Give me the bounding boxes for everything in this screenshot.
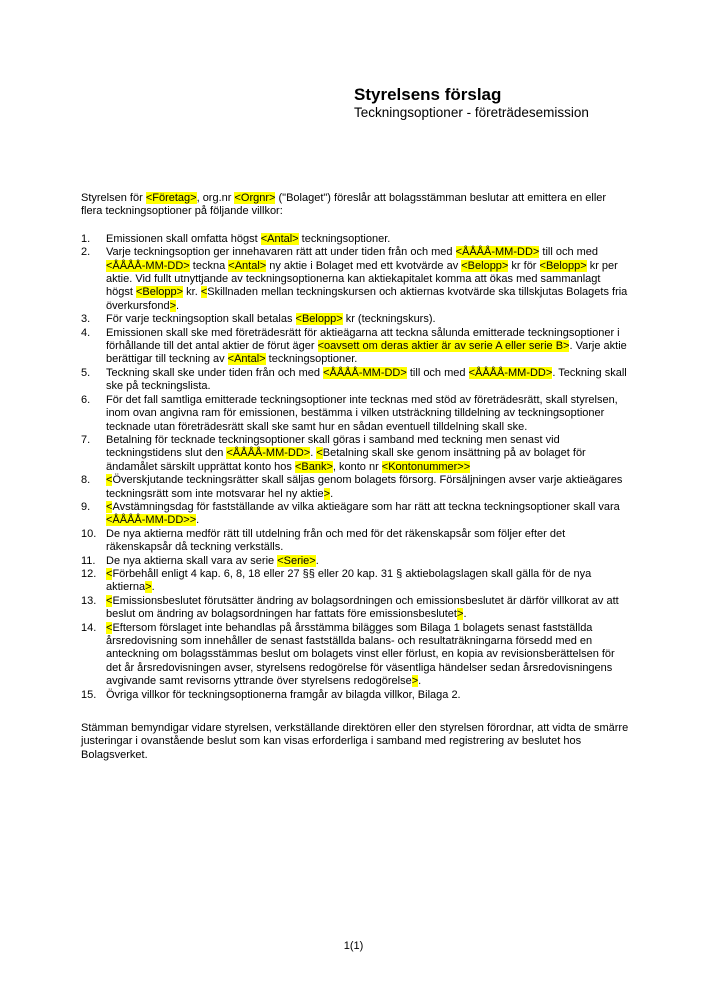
text-run: Avstämningsdag för fastställande av vilka aktieägare som har rätt att teckna teckningsoptioner skall vara	[112, 500, 620, 513]
item-text	[106, 246, 629, 313]
text-run: De nya aktierna skall vara av serie	[106, 554, 278, 567]
item-text	[106, 689, 629, 702]
text-run: teckningsoptioner.	[265, 353, 358, 366]
item-text	[106, 394, 629, 434]
placeholder-field: >	[169, 299, 177, 312]
text-run: Förbehåll enligt 4 kap. 6, 8, 18 eller 27 §§ eller 20 kap. 31 § aktiebolagslagen skall gälla för de nya aktierna	[106, 567, 592, 594]
placeholder-field: <ÅÅÅÅ-MM-DD>	[455, 246, 540, 259]
text-run: Styrelsen för	[81, 192, 146, 204]
text-run: kr per aktie. Vid fullt utnyttjande av teckningsoptionerna kan aktiekapitalet komma att ökas med sammanlagt högst	[106, 259, 618, 299]
text-run: kr (teckningskurs).	[342, 313, 436, 326]
text-run: Emissionen skall omfatta högst	[106, 232, 261, 245]
placeholder-field: <ÅÅÅÅ-MM-DD>	[226, 447, 311, 460]
page-footer	[0, 940, 707, 953]
placeholder-field: <	[106, 474, 113, 487]
item-text	[106, 568, 629, 595]
placeholder-field: <	[106, 500, 113, 513]
list-item	[81, 622, 629, 689]
list-item	[81, 474, 629, 501]
text-run: till och med	[406, 366, 469, 379]
text-run: Emissionsbeslutet förutsätter ändring av bolagsordningen och emissionsbeslutet är därför villkorat av att beslut om ändring av bolagsordningen har fattats före emissionsbeslutet	[106, 594, 619, 621]
text-run: . Varje aktie berättigar till teckning av	[106, 340, 627, 366]
placeholder-field: <Orgnr>	[234, 192, 276, 204]
text-run: Emissionen skall ske med företrädesrätt för aktieägarna att teckna sålunda emitterade teckningsoptioner i förhållande till det antal aktier de förut äger	[106, 326, 620, 353]
item-text	[106, 367, 629, 394]
item-number: 4.	[81, 326, 91, 339]
item-text	[106, 434, 629, 474]
item-number: 3.	[81, 313, 91, 326]
item-number: 13.	[81, 594, 97, 607]
text-run: .	[196, 514, 200, 527]
list-item	[81, 394, 629, 434]
item-text	[106, 528, 629, 555]
text-run: , konto nr	[332, 460, 382, 473]
text-run: Överskjutande teckningsrätter skall säljas genom bolagets försorg. Försäljningen avser varje aktieägares teckningsrätt som inte motsvarar hel ny aktie	[106, 474, 623, 500]
closing-paragraph	[81, 722, 629, 762]
text-run: ("Bolaget") föreslår att bolagsstämman beslutar att emittera en eller flera teckningsoptioner på följande villkor:	[81, 192, 607, 218]
placeholder-field: >	[323, 487, 331, 500]
document-body	[81, 192, 629, 762]
text-run: Skillnaden mellan teckningskursen och aktiernas kvotvärde ska tillskjutas Bolagets fria överkursfond	[106, 286, 628, 312]
list-item	[81, 528, 629, 555]
text-run: Stämman bemyndigar vidare styrelsen, verkställande direktören eller den styrelsen förordnar, att vidta de smärre justeringar i ovanstående beslut som kan visas erforderliga i samband med registrering av beslutet hos Bolagsverket.	[81, 722, 629, 761]
text-run: Övriga villkor för teckningsoptionerna framgår av bilagda villkor, Bilaga 2.	[106, 688, 461, 701]
item-text	[106, 595, 629, 622]
text-run: Betalning skall ske genom insättning på av bolaget för ändamålet särskilt upprättat konto hos	[106, 447, 586, 473]
numbered-list	[81, 233, 629, 702]
item-number: 5.	[81, 366, 91, 379]
placeholder-field: <ÅÅÅÅ-MM-DD>	[323, 366, 407, 379]
text-run: Betalning för tecknade teckningsoptioner skall göras i samband med teckning men senast vid teckningstidens slut den	[106, 433, 560, 460]
text-run: kr.	[183, 286, 201, 299]
text-run: .	[315, 554, 319, 567]
page-number: 1(1)	[343, 940, 364, 952]
list-item	[81, 568, 629, 595]
placeholder-field: <	[106, 621, 113, 634]
item-text	[106, 555, 629, 568]
list-item	[81, 367, 629, 394]
placeholder-field: <Belopp>	[295, 313, 343, 326]
placeholder-field: <Antal>	[228, 259, 267, 272]
placeholder-field: <Belopp>	[135, 286, 184, 299]
text-run: ny aktie i Bolaget med ett kvotvärde av	[266, 259, 462, 272]
text-run: Eftersom förslaget inte behandlas på årsstämma bilägges som Bilaga 1 bolagets senast fastställda årsredovisning som innehåller de senast fastställda balans- och resultaträkningarna försedd med en anteckning om bolagsstämmas beslut om bolagets vinst eller förlust, en kopia av revisionsberättelsen för det år årsredovisningen avser, styrelsens redogörelse för väsentliga händelser sedan årsredovisningens avgivande samt revisorns yttrande över styrelsens redogörelse	[106, 621, 615, 688]
text-run: kr för	[508, 259, 540, 272]
intro-paragraph	[81, 192, 629, 219]
placeholder-field: <Kontonummer>>	[381, 460, 471, 473]
placeholder-field: >	[457, 608, 464, 621]
placeholder-field: <Bank>	[294, 460, 333, 473]
placeholder-field: <	[200, 286, 208, 299]
placeholder-field: <ÅÅÅÅ-MM-DD>>	[106, 514, 197, 527]
placeholder-field: >	[411, 675, 419, 688]
item-number: 11.	[81, 554, 96, 567]
item-number: 8.	[81, 474, 91, 487]
item-number: 15.	[81, 688, 97, 701]
text-run: .	[418, 675, 422, 688]
text-run: .	[310, 447, 317, 460]
text-run: .	[463, 608, 467, 621]
placeholder-field: <	[316, 447, 323, 460]
text-run: För det fall samtliga emitterade teckningsoptioner inte tecknas med stöd av företrädesrätt, skall styrelsen, inom ovan angivna ram för emissionen, bestämma i vilken utsträckning tilldelning av teckningsoptioner tecknade utan företrädesrätt skall ske samt hur en sådan eventuell tilldelning skall ske.	[106, 393, 618, 433]
item-number: 2.	[81, 246, 91, 259]
list-item	[81, 327, 629, 367]
text-run: .	[151, 581, 155, 594]
list-item	[81, 313, 629, 326]
item-text	[106, 327, 629, 367]
list-item	[81, 689, 629, 702]
text-run: För varje teckningsoption skall betalas	[106, 313, 296, 326]
placeholder-field: <	[106, 594, 113, 607]
list-item	[81, 246, 629, 313]
list-item	[81, 555, 629, 568]
text-run: Teckning skall ske under tiden från och med	[106, 366, 324, 379]
item-text	[106, 233, 629, 246]
placeholder-field: <Belopp>	[539, 259, 587, 272]
item-number: 14.	[81, 621, 97, 634]
item-number: 9.	[81, 500, 91, 513]
document-subtitle: Teckningsoptioner - företrädesemission	[354, 105, 589, 120]
text-run: , org.nr	[196, 192, 235, 204]
text-run: De nya aktierna medför rätt till utdelning från och med för det räkenskapsår som följer efter det räkenskapsår då teckning verkställs.	[106, 527, 566, 554]
placeholder-field: >	[145, 581, 152, 594]
item-number: 1.	[81, 232, 91, 245]
list-item	[81, 233, 629, 246]
placeholder-field: <Belopp>	[461, 259, 509, 272]
document-title: Styrelsens förslag	[354, 85, 502, 104]
item-text	[106, 622, 629, 689]
placeholder-field: <Antal>	[227, 353, 266, 366]
text-run: .	[330, 487, 334, 500]
placeholder-field: <Antal>	[260, 232, 299, 245]
placeholder-field: <ÅÅÅÅ-MM-DD>	[106, 259, 190, 272]
list-item	[81, 501, 629, 528]
placeholder-field: <Företag>	[145, 192, 197, 204]
placeholder-field: <	[106, 567, 113, 580]
item-number: 7.	[81, 433, 91, 446]
text-run: . Teckning skall ske på teckningslista.	[106, 366, 627, 393]
list-item	[81, 595, 629, 622]
item-text	[106, 474, 629, 501]
text-run: teckna	[189, 259, 229, 272]
item-text	[106, 313, 629, 326]
text-run: .	[176, 299, 180, 312]
text-run: teckningsoptioner.	[298, 232, 391, 245]
text-run: till och med	[539, 246, 599, 259]
text-run: Varje teckningsoption ger innehavaren rätt att under tiden från och med	[106, 246, 456, 259]
list-item	[81, 434, 629, 474]
item-number: 10.	[81, 527, 97, 540]
placeholder-field: <ÅÅÅÅ-MM-DD>	[468, 366, 553, 379]
placeholder-field: <oavsett om deras aktier är av serie A eller serie B>	[317, 340, 570, 353]
placeholder-field: <Serie>	[277, 554, 316, 567]
document-header	[354, 85, 589, 120]
item-number: 6.	[81, 393, 91, 406]
item-text	[106, 501, 629, 528]
item-number: 12.	[81, 567, 97, 580]
